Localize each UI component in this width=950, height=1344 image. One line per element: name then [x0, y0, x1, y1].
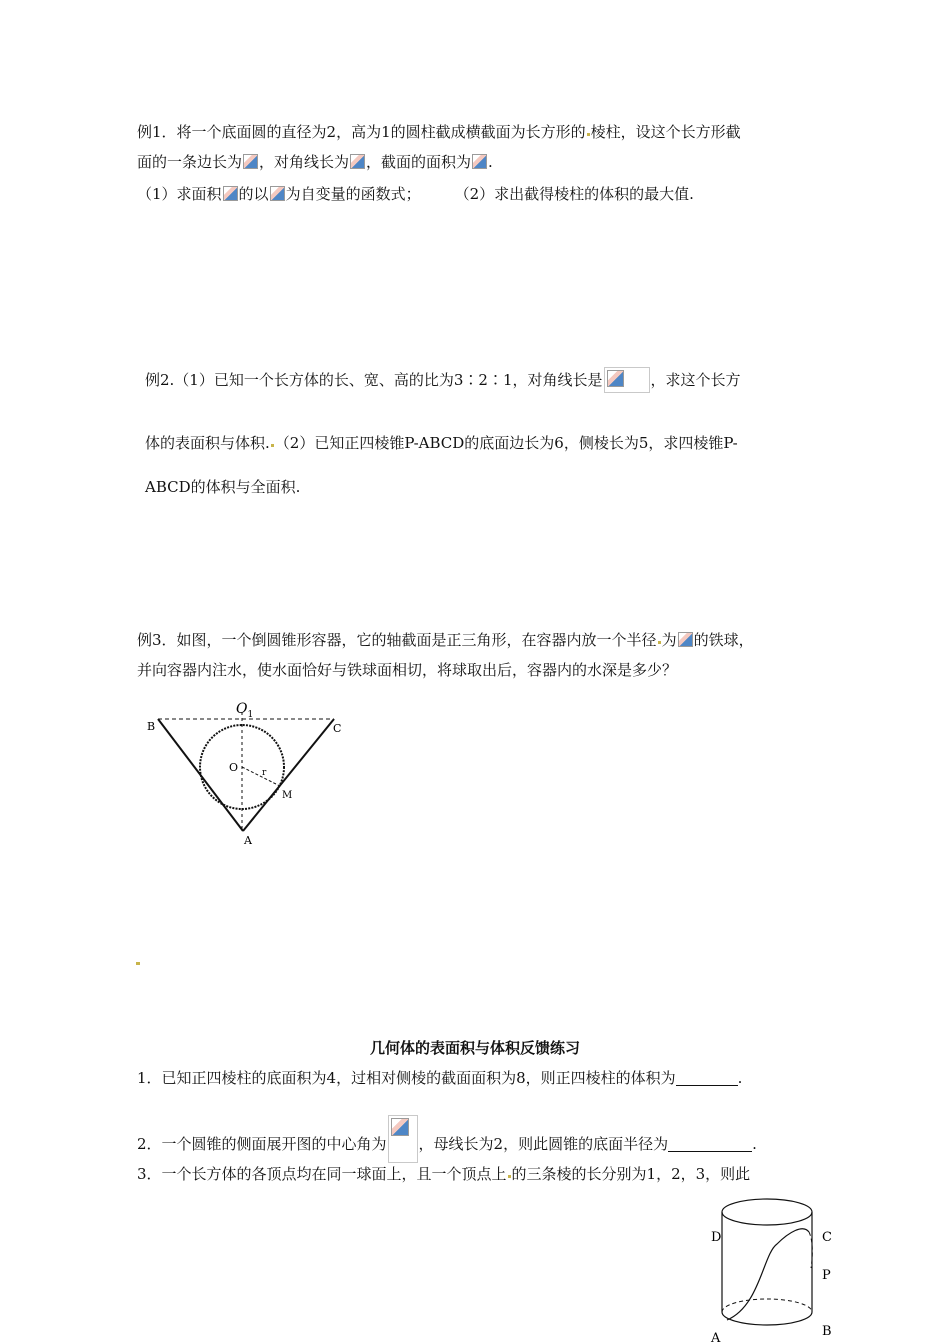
answer-blank	[676, 1071, 738, 1086]
label-A: A	[711, 1331, 721, 1344]
q2-text: 2．一个圆锥的侧面展开图的中心角为	[137, 1135, 387, 1153]
ex1-text: ，截面的面积为	[366, 153, 472, 171]
ex1-line2	[137, 152, 493, 172]
ex2-text: ABCD的体积与全面积.	[145, 478, 301, 496]
q1-end: .	[737, 1069, 743, 1087]
cylinder-bottom-front	[722, 1312, 812, 1325]
formula-image-icon	[270, 186, 285, 201]
ex3-text: 例3．如图，一个倒圆锥形容器，它的轴截面是正三角形，在容器内放一个半径	[137, 631, 657, 649]
mark-dot	[508, 1175, 511, 1178]
label-M: M	[282, 790, 293, 801]
answer-blank	[668, 1137, 752, 1152]
label-D: D	[711, 1230, 722, 1245]
ex1-text: ，对角线长为	[259, 153, 350, 171]
ex2-text: （2）已知正四棱锥P-ABCD的底面边长为6，侧棱长为5，求四棱锥P-	[274, 434, 738, 452]
q3-text: 的三条棱的长分别为1，2，3，则此	[511, 1165, 751, 1183]
label-O1: $O_1$	[236, 701, 254, 720]
q2-end: .	[752, 1135, 757, 1153]
ex2-text: 例2.（1）已知一个长方体的长、宽、高的比为3∶2∶1，对角线长是	[145, 371, 603, 389]
label-O: O	[229, 761, 239, 774]
q2-text: ，母线长为2，则此圆锥的底面半径为	[418, 1135, 669, 1153]
label-B: B	[822, 1324, 832, 1339]
mark-dot	[658, 641, 661, 644]
ex1-text: （1）求面积	[137, 185, 222, 203]
ex3-text: 为	[661, 631, 677, 649]
question-1	[137, 1068, 742, 1088]
ex3-line2	[137, 660, 677, 680]
ex3-text: 并向容器内注水，使水面恰好与铁球面相切，将球取出后，容器内的水深是多少？	[137, 661, 678, 679]
mark-dot	[271, 444, 274, 447]
formula-image-icon	[243, 154, 258, 169]
label-A: A	[244, 834, 252, 847]
ex3-text: 的铁球，	[693, 631, 754, 649]
ex2-text: ，求这个长方	[650, 371, 741, 389]
mark-dot	[136, 962, 140, 965]
ex2-line3	[145, 477, 300, 497]
ex1-line3	[137, 184, 694, 204]
cylinder-bottom-back	[722, 1299, 812, 1312]
label-C: C	[822, 1230, 832, 1245]
question-3	[137, 1164, 750, 1184]
ex3-line1	[137, 630, 754, 650]
formula-image-icon	[223, 186, 238, 201]
ex2-line1	[145, 367, 741, 393]
formula-image-icon	[350, 154, 365, 169]
formula-image-icon	[472, 154, 487, 169]
ex1-text: 例1．将一个底面圆的直径为2，高为1的圆柱截成横截面为长方形的	[137, 123, 586, 141]
formula-image-icon	[678, 632, 693, 647]
label-B: B	[147, 720, 156, 733]
ex2-line2	[145, 433, 738, 453]
formula-image-icon	[604, 367, 650, 393]
ex1-text: 为自变量的函数式；	[285, 185, 421, 203]
cone-right-side	[243, 719, 334, 831]
ex1-text: 棱柱，设这个长方形截	[590, 123, 741, 141]
ex1-text: .	[488, 153, 493, 171]
ex1-text: 面的一条边长为	[137, 153, 243, 171]
label-C: C	[333, 722, 342, 735]
ex2-text: 体的表面积与体积.	[145, 434, 270, 452]
label-P: P	[822, 1268, 831, 1283]
mark-dot	[587, 133, 590, 136]
ex1-text: 的以	[238, 185, 269, 203]
section-title: 几何体的表面积与体积反馈练习	[369, 1039, 580, 1057]
question-2	[137, 1115, 757, 1163]
ex1-text: （2）求出截得棱柱的体积的最大值.	[454, 185, 694, 203]
ex1-line1	[137, 122, 741, 142]
helix-curve	[727, 1229, 809, 1320]
q1-text: 1．已知正四棱柱的底面积为4，过相对侧棱的截面面积为8，则正四棱柱的体积为	[137, 1069, 676, 1087]
cylinder-figure	[705, 1194, 840, 1344]
q3-text: 3．一个长方体的各顶点均在同一球面上，且一个顶点上	[137, 1165, 507, 1183]
radius-line	[242, 767, 280, 786]
label-r: r	[262, 768, 267, 778]
cylinder-top-ellipse	[722, 1199, 812, 1225]
cone-sphere-figure	[140, 698, 355, 850]
formula-image-icon	[388, 1115, 418, 1163]
cone-left-side	[158, 719, 243, 831]
